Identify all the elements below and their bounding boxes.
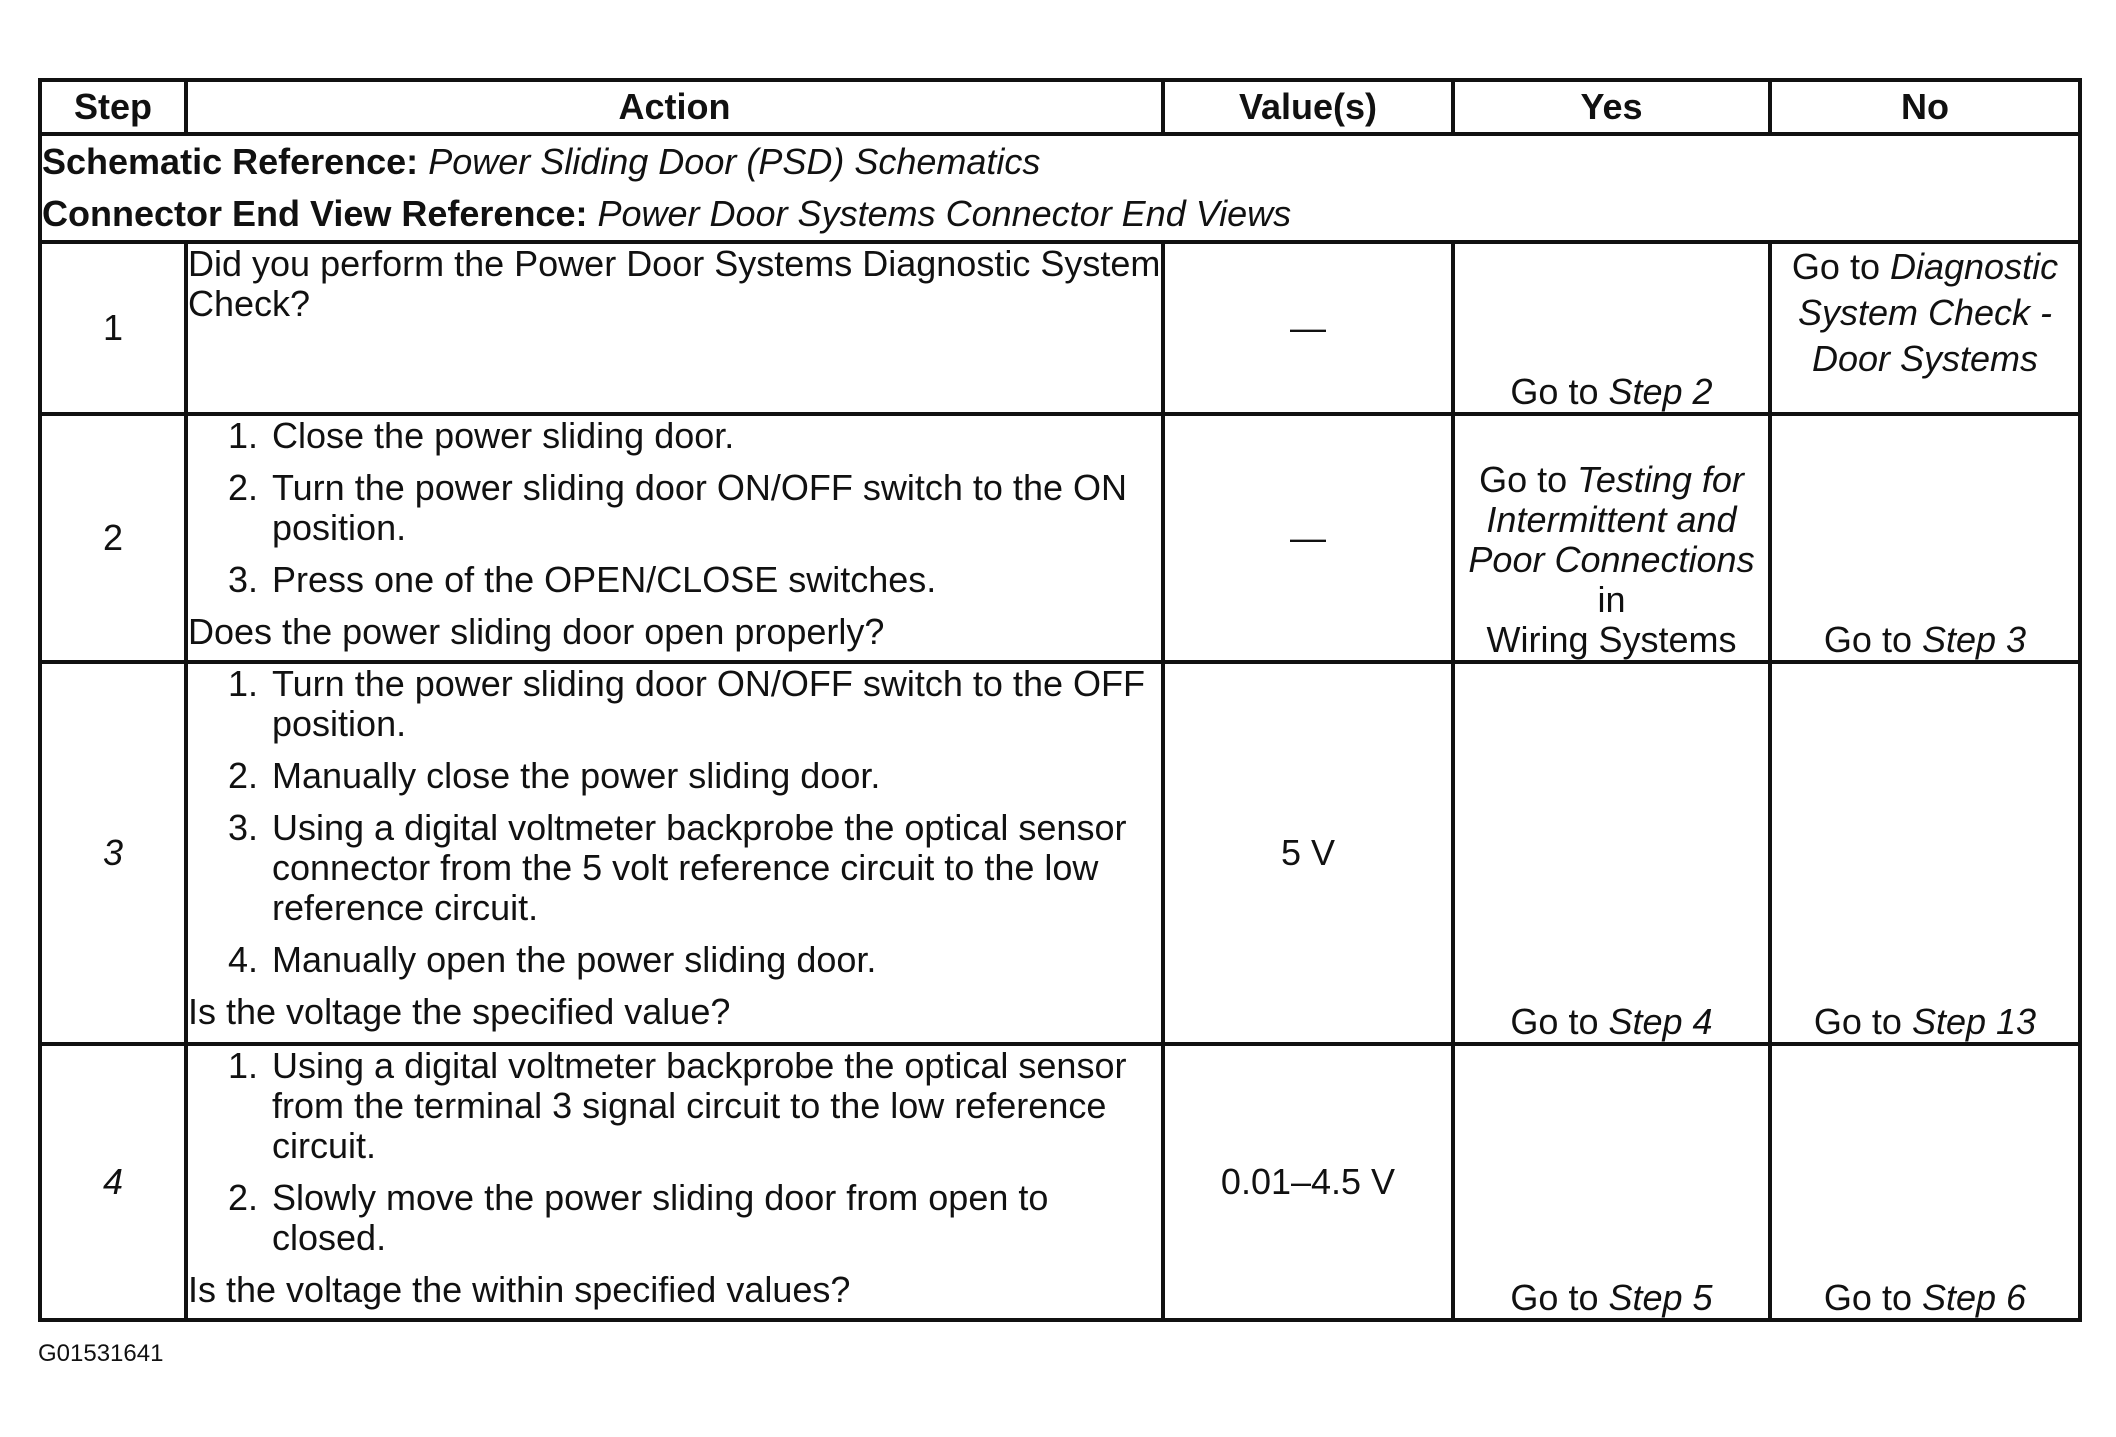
no-cell: [1770, 242, 2080, 414]
yes-cell: [1453, 414, 1770, 662]
header-step: Step: [40, 80, 186, 134]
yes-link-part-1[interactable]: Testing for: [1577, 459, 1744, 500]
schematic-reference: [42, 136, 2078, 188]
connector-reference-label: Connector End View Reference:: [42, 193, 588, 234]
no-link-part-3[interactable]: Door Systems: [1811, 338, 2039, 379]
action-list: [188, 1046, 1161, 1258]
yes-link[interactable]: Step 5: [1608, 1277, 1713, 1318]
diagnostic-table: [38, 78, 2082, 1322]
step-number: 1: [40, 242, 186, 414]
yes-prefix: Go to: [1479, 459, 1578, 500]
no-prefix: Go to: [1823, 1277, 1922, 1318]
figure-id: G01531641: [38, 1340, 164, 1367]
header-yes: Yes: [1453, 80, 1770, 134]
value-cell: 0.01–4.5 V: [1163, 1044, 1453, 1320]
no-link[interactable]: Step 13: [1911, 1001, 2037, 1042]
action-question: Did you perform the Power Door Systems Diagnostic System Check?: [188, 243, 1161, 324]
action-item: 3. Using a digital voltmeter backprobe the optical sensor connector from the 5 volt reference circuit to the low reference circuit.: [268, 808, 1161, 928]
header-action: Action: [186, 80, 1163, 134]
no-link-part-1[interactable]: Diagnostic: [1889, 246, 2059, 287]
table-row: [40, 414, 2080, 662]
table-row: [40, 242, 2080, 414]
no-link[interactable]: Step 3: [1921, 619, 2027, 660]
action-item: 2. Slowly move the power sliding door from open to closed.: [268, 1178, 1161, 1258]
action-cell: [186, 414, 1163, 662]
action-item: 1. Turn the power sliding door ON/OFF switch to the OFF position.: [268, 664, 1161, 744]
yes-prefix: Go to: [1510, 1277, 1609, 1318]
connector-reference-link[interactable]: Power Door Systems Connector End Views: [597, 193, 1292, 234]
yes-suffix: Wiring Systems: [1486, 619, 1737, 660]
action-question: Is the voltage the within specified values?: [188, 1269, 851, 1310]
action-cell: [186, 242, 1163, 414]
no-link[interactable]: Step 6: [1921, 1277, 2027, 1318]
value-cell: —: [1163, 242, 1453, 414]
action-item: 4. Manually open the power sliding door.: [268, 940, 1161, 980]
yes-link[interactable]: Step 4: [1608, 1001, 1713, 1042]
yes-link-part-3[interactable]: Poor Connections: [1468, 539, 1755, 580]
yes-cell: [1453, 242, 1770, 414]
yes-prefix: Go to: [1510, 1001, 1609, 1042]
yes-link[interactable]: Step 2: [1608, 371, 1713, 412]
header-row: [40, 80, 2080, 134]
reference-row: [40, 134, 2080, 242]
yes-link-part-2[interactable]: Intermittent and: [1486, 499, 1737, 540]
connector-reference: [42, 188, 2078, 240]
action-cell: [186, 1044, 1163, 1320]
action-question: Is the voltage the specified value?: [188, 991, 731, 1032]
step-number: 2: [40, 414, 186, 662]
action-list: [188, 664, 1161, 980]
value-cell: —: [1163, 414, 1453, 662]
table-row: [40, 662, 2080, 1044]
action-item: 2. Turn the power sliding door ON/OFF switch to the ON position.: [268, 468, 1161, 548]
header-no: No: [1770, 80, 2080, 134]
no-prefix: Go to: [1813, 1001, 1912, 1042]
reference-cell: [40, 134, 2080, 242]
step-number: 3: [40, 662, 186, 1044]
yes-mid: in: [1597, 579, 1626, 620]
header-values: Value(s): [1163, 80, 1453, 134]
no-prefix: Go to: [1823, 619, 1922, 660]
action-item: 1. Using a digital voltmeter backprobe the optical sensor from the terminal 3 signal circuit to the low reference circuit.: [268, 1046, 1161, 1166]
schematic-reference-label: Schematic Reference:: [42, 141, 419, 182]
step-number: 4: [40, 1044, 186, 1320]
no-cell: [1770, 662, 2080, 1044]
schematic-reference-link[interactable]: Power Sliding Door (PSD) Schematics: [428, 141, 1041, 182]
no-prefix: Go to: [1791, 246, 1890, 287]
action-item: 3. Press one of the OPEN/CLOSE switches.: [268, 560, 1161, 600]
yes-cell: [1453, 662, 1770, 1044]
value-cell: 5 V: [1163, 662, 1453, 1044]
action-item: 1. Close the power sliding door.: [268, 416, 1161, 456]
no-link-part-2[interactable]: System Check -: [1797, 292, 2053, 333]
action-cell: [186, 662, 1163, 1044]
table-row: [40, 1044, 2080, 1320]
yes-prefix: Go to: [1510, 371, 1609, 412]
no-cell: [1770, 1044, 2080, 1320]
action-question: Does the power sliding door open properly?: [188, 611, 885, 652]
yes-cell: [1453, 1044, 1770, 1320]
action-list: [188, 416, 1161, 600]
no-cell: [1770, 414, 2080, 662]
action-item: 2. Manually close the power sliding door.: [268, 756, 1161, 796]
